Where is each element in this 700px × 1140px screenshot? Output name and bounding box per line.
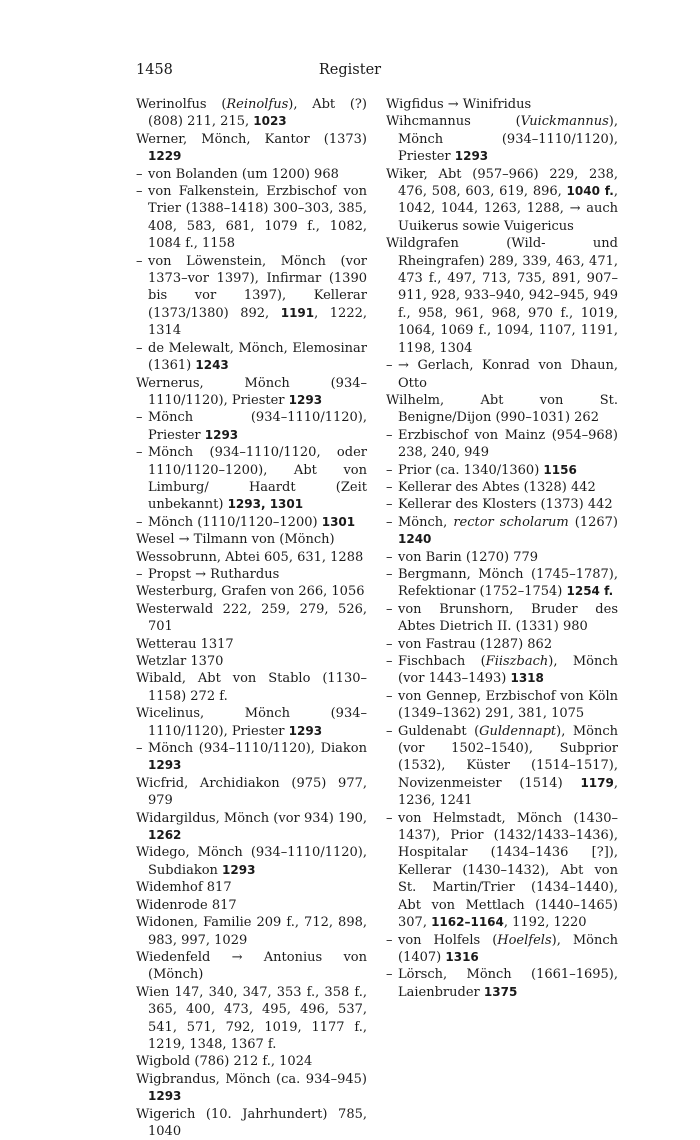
index-subentry xyxy=(136,514,367,531)
bold-page-reference: 1254 f. xyxy=(566,584,614,599)
entry-text: Kellerar des Klosters (1373) 442 xyxy=(398,497,613,513)
entry-text: Wicelinus, Mönch (934–1110/1120), Priester xyxy=(136,706,367,739)
entry-text: Wigbrandus, Mönch (ca. 934–945) xyxy=(136,1071,367,1087)
entry-text: Wetzlar 1370 xyxy=(136,654,224,669)
index-subentry xyxy=(136,444,367,514)
index-subentry xyxy=(386,601,618,636)
bold-page-reference: 1375 xyxy=(483,984,518,999)
entry-text: , 1192, 1220 xyxy=(503,915,587,931)
bold-page-reference: 1301 xyxy=(321,514,356,529)
index-subentry xyxy=(136,183,367,253)
bold-page-reference: 1023 xyxy=(253,114,287,129)
bold-page-reference: 1162–1164 xyxy=(431,915,504,930)
entry-text: Kellerar des Abtes (1328) 442 xyxy=(398,479,596,495)
entry-text: Fischbach ( xyxy=(398,654,486,669)
entry-text: Wigfidus → Winifridus xyxy=(386,97,532,112)
index-entry xyxy=(136,897,367,914)
bold-page-reference: 1040 f. xyxy=(566,184,614,199)
index-subentry xyxy=(386,549,618,566)
index-entry xyxy=(136,1106,367,1140)
index-column-left xyxy=(136,96,367,1140)
index-subentry xyxy=(386,723,618,810)
entry-text: Mönch, xyxy=(398,514,454,530)
index-entry xyxy=(136,879,367,896)
entry-text: Mönch (934–1110/1120), Diakon xyxy=(148,741,367,757)
entry-text: Bergmann, Mönch (1745–1787), Refektionar (1752–1754) xyxy=(398,566,618,600)
index-entry xyxy=(136,844,367,879)
entry-text: Wetterau 1317 xyxy=(136,636,234,652)
subentry-dash: – xyxy=(386,601,393,617)
index-entry xyxy=(386,235,618,357)
index-entry xyxy=(136,549,367,566)
running-head: Register xyxy=(318,62,382,78)
entry-text: Wiedenfeld → Antonius von (Mönch) xyxy=(136,949,367,983)
subentry-dash: – xyxy=(136,166,143,182)
index-entry xyxy=(136,810,367,845)
entry-text: Wiker, Abt (957–966) 229, 238, 476, 508, 603, 619, 896, xyxy=(386,166,618,200)
index-subentry xyxy=(386,514,618,549)
subentry-dash: – xyxy=(386,549,393,565)
index-subentry xyxy=(386,462,618,479)
index-subentry xyxy=(386,479,618,496)
index-subentry xyxy=(386,966,618,1001)
bold-page-reference: 1293 xyxy=(288,723,323,738)
bold-page-reference: 1240 xyxy=(398,532,432,547)
subentry-dash: – xyxy=(136,253,143,269)
bold-page-reference: 1179 xyxy=(580,775,614,790)
index-entry xyxy=(136,1071,367,1106)
bold-page-reference: 1293 xyxy=(288,392,323,407)
entry-text: Widonen, Familie 209 f., 712, 898, 983, 997, 1029 xyxy=(136,915,367,948)
entry-text: Widargildus, Mönch (vor 934) 190, xyxy=(136,810,367,826)
index-entry xyxy=(136,984,367,1054)
entry-text: Wernerus, Mönch (934–1110/1120), Priester xyxy=(136,375,367,408)
page-number: 1458 xyxy=(136,62,173,78)
entry-text: von Holfels ( xyxy=(398,932,498,948)
entry-text: Mönch (934–1110/1120, oder 1110/1120–1200), Abt von Limburg/ Haardt (Zeit unbekannt) xyxy=(148,445,367,513)
entry-text: von Gennep, Erzbischof von Köln (1349–1362) 291, 381, 1075 xyxy=(398,688,618,722)
entry-text: von Fastrau (1287) 862 xyxy=(398,636,553,652)
index-subentry xyxy=(386,688,618,723)
entry-text: Prior (ca. 1340/1360) xyxy=(398,462,544,478)
index-subentry xyxy=(386,810,618,932)
bold-page-reference: 1293 xyxy=(148,1089,182,1104)
entry-text: Widemhof 817 xyxy=(136,880,232,896)
entry-text: Propst → Ruthardus xyxy=(148,566,280,582)
subentry-dash: – xyxy=(386,810,393,826)
index-subentry xyxy=(386,932,618,967)
italic-variant-name: Vuickmannus xyxy=(520,114,609,130)
index-subentry xyxy=(136,566,367,583)
index-entry xyxy=(386,96,618,113)
entry-text: von Barin (1270) 779 xyxy=(398,549,539,565)
entry-text: von Helmstadt, Mönch (1430–1437), Prior (1432/1433–1436), Hospitalar (1434–1436 [?]), Kellerar (1430–1432), Abt von St. Martin/Trier (1434–1440), Abt von Mettlach (1440–1465) 307, xyxy=(398,810,618,931)
entry-text: Wicfrid, Archidiakon (975) 977, 979 xyxy=(136,775,367,809)
bold-page-reference: 1243 xyxy=(195,358,229,373)
subentry-dash: – xyxy=(136,514,143,530)
subentry-dash: – xyxy=(136,410,143,426)
index-entry xyxy=(386,392,618,427)
subentry-dash: – xyxy=(386,514,393,530)
entry-text: Wessobrunn, Abtei 605, 631, 1288 xyxy=(136,549,364,565)
bold-page-reference: 1293 xyxy=(222,862,256,877)
subentry-dash: – xyxy=(386,462,393,478)
index-entry xyxy=(136,775,367,810)
entry-text: Werner, Mönch, Kantor (1373) xyxy=(136,131,367,147)
entry-text: (1267) xyxy=(568,514,618,530)
index-entry xyxy=(136,1053,367,1070)
italic-variant-name: Guldennapt xyxy=(479,723,557,739)
entry-text: Wibald, Abt von Stablo (1130–1158) 272 f. xyxy=(136,671,367,704)
entry-text: ), Abt (?) (808) 211, 215, xyxy=(148,97,367,130)
index-entry xyxy=(136,601,367,636)
entry-text: Wigbold (786) 212 f., 1024 xyxy=(136,1054,313,1070)
subentry-dash: – xyxy=(386,654,393,669)
index-entry xyxy=(136,914,367,949)
subentry-dash: – xyxy=(386,688,393,704)
entry-text: ), Mönch (1407) xyxy=(398,932,618,965)
bold-page-reference: 1293, 1301 xyxy=(227,497,304,512)
entry-text: Werinolfus ( xyxy=(136,97,227,112)
index-subentry xyxy=(136,166,367,183)
index-entry xyxy=(136,653,367,670)
italic-variant-name: Hoelfels xyxy=(497,932,552,948)
entry-text: Erzbischof von Mainz (954–968) 238, 240, 949 xyxy=(398,427,618,461)
entry-text: Widego, Mönch (934–1110/1120), Subdiakon xyxy=(136,845,367,878)
bold-page-reference: 1156 xyxy=(543,462,577,477)
entry-text: Wihcmannus ( xyxy=(386,114,521,130)
bold-page-reference: 1293 xyxy=(204,427,239,442)
subentry-dash: – xyxy=(136,184,143,200)
subentry-dash: – xyxy=(386,497,393,513)
subentry-dash: – xyxy=(136,445,143,461)
entry-text: Guldenabt ( xyxy=(398,723,480,739)
entry-text: von Brunshorn, Bruder des Abtes Dietrich II. (1331) 980 xyxy=(398,601,618,635)
entry-text: Lörsch, Mönch (1661–1695), Laienbruder xyxy=(398,967,618,1000)
bold-page-reference: 1293 xyxy=(454,149,489,164)
subentry-dash: – xyxy=(386,967,393,983)
index-entry xyxy=(136,670,367,705)
subentry-dash: – xyxy=(386,566,393,582)
subentry-dash: – xyxy=(386,636,393,652)
entry-text: , 1222, 1314 xyxy=(148,305,368,339)
entry-text: de Melewalt, Mönch, Elemosinar (1361) xyxy=(148,340,367,374)
entry-text: Westerwald 222, 259, 279, 526, 701 xyxy=(136,601,367,635)
index-subentry xyxy=(386,427,618,462)
bold-page-reference: 1318 xyxy=(510,671,544,686)
index-entry xyxy=(386,113,618,165)
subentry-dash: – xyxy=(136,566,143,582)
index-subentry xyxy=(386,566,618,601)
subentry-dash: – xyxy=(136,741,143,757)
bold-page-reference: 1229 xyxy=(148,149,182,164)
bold-page-reference: 1262 xyxy=(148,828,182,843)
subentry-dash: – xyxy=(386,723,393,739)
index-subentry xyxy=(386,636,618,653)
index-subentry xyxy=(386,357,618,392)
index-entry xyxy=(136,96,367,131)
bold-page-reference: 1316 xyxy=(445,949,479,964)
entry-text: Wigerich (10. Jahrhundert) 785, 1040 xyxy=(136,1106,367,1139)
index-subentry xyxy=(386,496,618,513)
entry-text: von Löwenstein, Mönch (vor 1373–vor 1397), Infirmar (1390 bis vor 1397), Kellerar (1373/1380) 892, xyxy=(148,253,367,321)
entry-text: Wilhelm, Abt von St. Benigne/Dijon (990–1031) 262 xyxy=(386,392,618,426)
index-subentry xyxy=(136,409,367,444)
subentry-dash: – xyxy=(386,479,393,495)
entry-text: → Gerlach, Konrad von Dhaun, Otto xyxy=(398,358,618,391)
entry-text: von Bolanden (um 1200) 968 xyxy=(148,166,339,182)
index-subentry xyxy=(136,740,367,775)
index-entry xyxy=(136,636,367,653)
entry-text: Widenrode 817 xyxy=(136,897,237,913)
subentry-dash: – xyxy=(386,358,393,374)
index-entry xyxy=(136,375,367,410)
bold-page-reference: 1293 xyxy=(148,758,182,773)
index-subentry xyxy=(136,340,367,375)
index-entry xyxy=(136,705,367,740)
index-entry xyxy=(136,131,367,166)
entry-text: ), Mönch (vor 1502–1540), Subprior (1532), Küster (1514–1517), Novizenmeister (1514) xyxy=(398,723,618,791)
entry-text: Mönch (934–1110/1120), Priester xyxy=(148,410,367,443)
italic-variant-name: rector scholarum xyxy=(453,514,569,530)
subentry-dash: – xyxy=(136,340,143,356)
entry-text: , 1236, 1241 xyxy=(398,775,618,809)
italic-variant-name: Reinolfus xyxy=(226,97,289,112)
entry-text: ), Mönch (934–1110/1120), Priester xyxy=(398,114,618,165)
entry-text: , 1042, 1044, 1263, 1288, → auch Uuikerus sowie Vuigericus xyxy=(398,184,618,234)
index-subentry xyxy=(136,253,367,340)
entry-text: Wildgrafen (Wild- und Rheingrafen) 289, 339, 463, 471, 473 f., 497, 713, 735, 891, 907–911, 928, 933–940, 942–945, 949 f., 958, 961, 968, 970 f., 1019, 1064, 1069 f., 1094, 1107, 1191, 1198, 1304 xyxy=(386,236,618,356)
index-column-right xyxy=(386,96,618,1001)
index-entry xyxy=(136,949,367,984)
entry-text: Mönch (1110/1120–1200) xyxy=(148,514,322,530)
entry-text: ), Mönch (vor 1443–1493) xyxy=(398,654,618,687)
index-subentry xyxy=(386,653,618,688)
entry-text: von Falkenstein, Erzbischof von Trier (1388–1418) 300–303, 385, 408, 583, 681, 1079 f., 1082, 1084 f., 1158 xyxy=(148,184,367,252)
bold-page-reference: 1191 xyxy=(280,305,315,320)
italic-variant-name: Fiiszbach xyxy=(485,654,549,669)
subentry-dash: – xyxy=(386,932,393,948)
entry-text: Wesel → Tilmann von (Mönch) xyxy=(136,532,335,548)
index-entry xyxy=(136,531,367,548)
subentry-dash: – xyxy=(386,427,393,443)
entry-text: Westerburg, Grafen von 266, 1056 xyxy=(136,584,365,600)
index-entry xyxy=(136,583,367,600)
index-entry xyxy=(386,166,618,236)
entry-text: Wien 147, 340, 347, 353 f., 358 f., 365, 400, 473, 495, 496, 537, 541, 571, 792, 1019, 1177 f., 1219, 1348, 1367 f. xyxy=(136,984,367,1052)
